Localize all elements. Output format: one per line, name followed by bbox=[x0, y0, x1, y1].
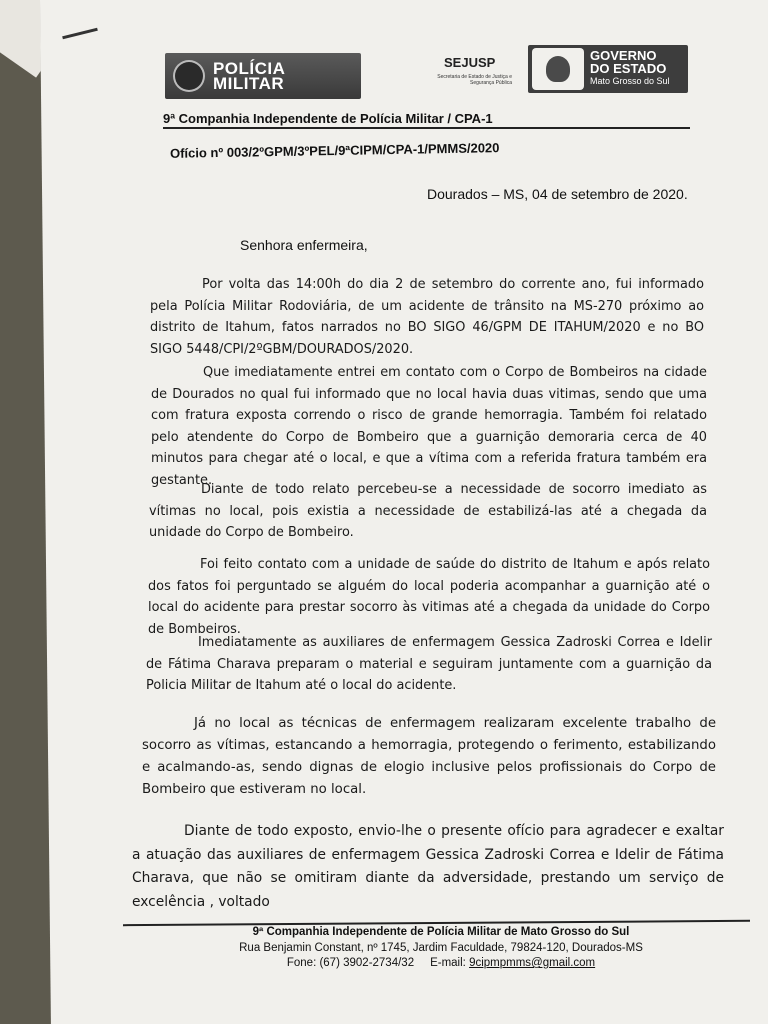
paragraph-text: Foi feito contato com a unidade de saúde do distrito de Itahum e após relato dos fatos foi perguntado se alguém do local poderia acompanhar a guarnição até o local do acidente para prestar socorro às vitimas até a chegada da unidade do Corpo de Bombeiros. bbox=[148, 557, 710, 637]
governo-ms-logo bbox=[528, 45, 688, 93]
footer-email-label: E-mail: bbox=[430, 957, 466, 969]
company-title: 9ª Companhia Independente de Polícia Militar / CPA-1 bbox=[163, 111, 493, 126]
paragraph-text: Que imediatamente entrei em contato com o Corpo de Bombeiros na cidade de Dourados no qual fui informado que no local havia duas vitimas, sendo que uma com fratura exposta correndo o risco de grande hemorragia. Também foi relatado pelo atendente do Corpo de Bombeiro que a guarnição demoraria cerca de 40 minutos para chegar até o local, e que a vítima com a referida fratura também era gestante. bbox=[151, 365, 707, 488]
gov-line-1: GOVERNO bbox=[590, 48, 657, 63]
oficio-number: Ofício nº 003/2ºGPM/3ºPEL/9ªCIPM/CPA-1/PMMS/2020 bbox=[169, 140, 500, 161]
body-paragraph-6 bbox=[142, 713, 716, 801]
sejusp-logo bbox=[420, 55, 515, 99]
footer-company: 9ª Companhia Independente de Polícia Militar de Mato Grosso do Sul bbox=[252, 926, 630, 938]
body-paragraph-4 bbox=[148, 554, 710, 640]
pm-emblem-icon bbox=[173, 60, 205, 92]
paragraph-text: Por volta das 14:00h do dia 2 de setembro do corrente ano, fui informado pela Polícia Militar Rodoviária, de um acidente de trânsito na MS-270 próximo ao distrito de Itahum, fatos narrados no BO SIGO 46/GPM DE ITAHUM/2020 e no BO SIGO 5448/CPI/2ºGBM/DOURADOS/2020. bbox=[150, 277, 704, 357]
pm-logo-text: POLÍCIA MILITAR bbox=[212, 59, 285, 93]
policia-militar-logo bbox=[165, 53, 361, 99]
body-paragraph-3 bbox=[149, 479, 707, 544]
paragraph-text: Já no local as técnicas de enfermagem realizaram excelente trabalho de socorro as vítimas, estancando a hemorragia, protegendo o ferimento, estabilizando e acalmando-as, sendo dignas de elogio inclusive pelos profissionais do Corpo de Bombeiro que estiveram no local. bbox=[142, 716, 716, 797]
sejusp-subtitle: Secretaria de Estado de Justiça e Segurança Pública bbox=[437, 74, 512, 86]
salutation: Senhora enfermeira, bbox=[240, 237, 368, 253]
paragraph-text: Diante de todo relato percebeu-se a necessidade de socorro imediato as vítimas no local, pois existia a necessidade de estabilizá-las até a chegada da unidade do Corpo de Bombeiro. bbox=[149, 482, 707, 540]
document-date: Dourados – MS, 04 de setembro de 2020. bbox=[427, 186, 688, 202]
body-paragraph-1 bbox=[150, 274, 704, 360]
footer-phone: Fone: (67) 3902-2734/32 bbox=[286, 957, 415, 969]
paragraph-text: Imediatamente as auxiliares de enfermagem Gessica Zadroski Correa e Idelir de Fátima Charava preparam o material e seguiram juntamente com a guarnição da Policia Militar de Itahum até o local do acidente. bbox=[146, 635, 712, 693]
footer-contact bbox=[236, 957, 646, 969]
header-divider bbox=[163, 127, 690, 129]
body-paragraph-5 bbox=[146, 632, 712, 697]
body-paragraph-2 bbox=[151, 362, 707, 491]
footer-email-link[interactable]: 9cipmpmms@gmail.com bbox=[469, 957, 596, 969]
sejusp-title: SEJUSP bbox=[444, 55, 496, 70]
gov-logo-text bbox=[590, 49, 666, 75]
body-paragraph-7 bbox=[132, 820, 724, 914]
paragraph-text: Diante de todo exposto, envio-lhe o presente ofício para agradecer e exaltar a atuação das auxiliares de enfermagem Gessica Zadroski Correa e Idelir de Fátima Charava, que não se omitiram diante da adversidade, prestando um serviço de excelência , voltado bbox=[132, 823, 724, 910]
gov-line-2: DO ESTADO bbox=[590, 61, 667, 76]
state-crest-icon bbox=[532, 48, 584, 90]
footer-address: Rua Benjamin Constant, nº 1745, Jardim Faculdade, 79824-120, Dourados-MS bbox=[239, 942, 643, 954]
gov-line-3: Mato Grosso do Sul bbox=[590, 76, 670, 86]
